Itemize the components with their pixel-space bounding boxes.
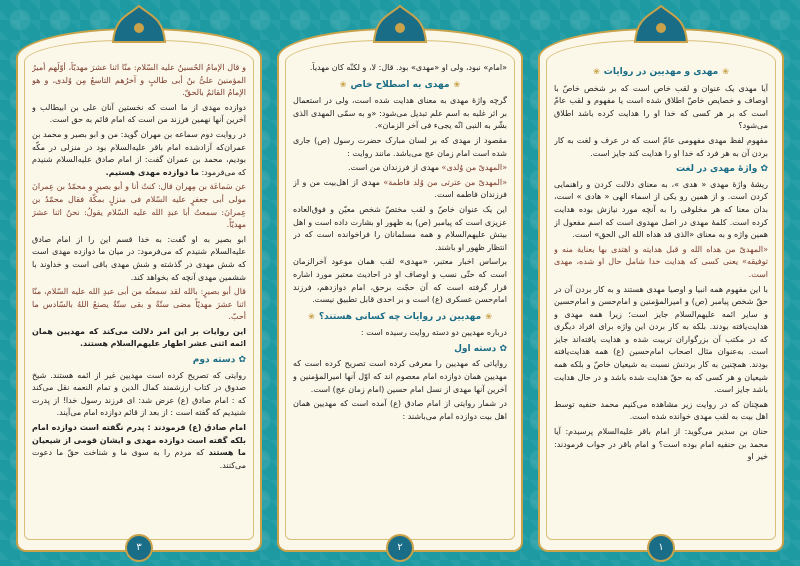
paragraph: با این مفهوم همه انبیا و اوصیا مهدی هستند و به کار بردن آن در حقّ شخص پیامبر (ص) و امیرالمؤمنین و امام‌حسن و امام‌حسین و سایر ائمه علیهم‌السلام جایز است؛ زیرا همه مهدی و هدایت‌یافته بودند. بلکه به کار بردن این واژه برای افراد دیگری که در مکتب آن بزرگواران تربیت شده و هدایت یافته‌اند جایز است. به‌عنوان مثال اصحاب امام‌حسین (ع) همه هدایت‌یافته بودند. همچنین به کار بردنش نسبت به شیعیان خاصّ و بلکه همه شیعیان و هر کسی که به حقّ هدایت شده باشد و در حال هدایت باشد جایز است. xyxy=(554,284,768,395)
subheading-text: واژۀ مهدی در لغت xyxy=(675,164,758,175)
ornament-icon: ❀ xyxy=(453,79,461,89)
paragraph xyxy=(293,177,507,202)
panel-content xyxy=(32,62,246,526)
paragraph: براساس اخبار معتبر، «مهدی» لقب همان موعود آخرالزمان است که حتّی نسب و اوصاف او در احادیث معتبر مورد اشاره قرار گرفته است که آن حجّت برحق، امام دوازدهم، فرزند امام‌حسن عسکری (ع) است و بر احدی قابل تطبیق نیست. xyxy=(293,257,507,305)
hadith-samaa: عن سَماعَة بن مِهران قال: کنتُ أنا و أبو بصیرٍ و محمّدُ بن عِمرانَ مولی أبی جعفرٍ علیه السّلام فی منزلٍ بمکّةَ فقال محمّدُ بن عِمرانَ: سمعتُ أبا عبدِ الله علیه السّلام یقولُ: نحنُ اثنا عشرَ مهدیّاً. xyxy=(32,182,246,230)
hadith-quote: «المهدیّ من عترتی من وُلد فاطمة» xyxy=(383,177,507,187)
arch-ornament-icon xyxy=(633,4,689,44)
paragraph: درباره مهدیین دو دسته روایت رسیده است : xyxy=(360,328,507,338)
arch-ornament-icon xyxy=(111,4,167,44)
paragraph: مفهوم لفظ مهدی مفهومی عامّ است که در عرف و لغت به کار بردن آن به هر فرد که خدا او را هدایت کند جایز است. xyxy=(554,135,768,158)
paragraph: روایاتی که مهدیین را معرفی کرده است تصریح کرده است که مهدیین همان دوازده امام معصوم اند که اوّل آنها امیرالمؤمنین و آخرین آنها مهدی از نسل امام حسین (امام زمان عج) است. xyxy=(293,359,507,394)
page-number-badge: ۱ xyxy=(647,534,675,562)
paragraph: حنان بن سدیر می‌گوید: از امام باقر علیه‌السلام پرسیدم: آیا محمد بن حنفیه امام بوده است؟ و امام باقر در جواب فرمودند: خیر او xyxy=(554,427,768,462)
paragraph-text: در روایت دوم سماعه بن مهران گوید: من و ابو بصیر و محمد بن عمران‌که آزادشده امام باقر علیه‌السلام بود در منزلی در مکّه بودیم، محمد بن عمران گفت: از امام صادق علیه‌السلام شنیدم که می‌فرمود: xyxy=(32,129,246,177)
hadith-quote: «المهدیّ من هداه الله و قبل هدایته و اهتدی بها بعنایة منه و توفیقه» یعنی کسی که هدایت خدا شامل حال او شده، مهدی است. xyxy=(554,244,768,279)
subheading-text: دسته دوم xyxy=(192,355,236,366)
heading-text: مهدیین در روایات چه کسانی هستند؟ xyxy=(318,311,482,322)
bold-quote: پدرم نگفته است دوازده امام بلکه گفته است دوازده مهدی و ایشان قومی از شیعیان ما هستند xyxy=(32,423,246,458)
bold-conclusion: این روایات بر این امر دلالت می‌کند که مهدیین همان ائمه اثنی عشر اطهار علیهم‌السلام هستند. xyxy=(32,326,246,349)
paragraph xyxy=(32,422,246,472)
paragraph xyxy=(293,162,507,175)
subheading-second-group xyxy=(32,354,246,367)
paragraph: دوازده مهدی از ما است که نخستین آنان علی بن ابیطالب و آخرین آنها نهمین فرزند من است که امام قائم به حق است. xyxy=(32,102,246,125)
paragraph-text: مهدی از فرزندان من است. xyxy=(347,163,439,173)
paragraph: مقصود از مهدی که بر لسان مبارک حضرت رسول (ص) جاری شده است امام زمان عج می‌باشد. مانند روایت : xyxy=(293,135,507,158)
ornament-icon: ❀ xyxy=(485,311,492,321)
page-number-badge: ۳ xyxy=(125,534,153,562)
section-heading xyxy=(293,311,507,324)
hadith-imam-hussain: و قال الإمامُ الحُسینُ علیه السّلام: منّا اثنا عشرَ مهدیّاً، أوّلُهم أمیرُ المؤمنینَ علیُّ بنُ أبی طالبٍ و آخرُهم التاسعُ مِن وُلدی، و هو الإمامُ القائمُ بالحقّ. xyxy=(32,63,246,98)
panel-page-3 xyxy=(10,0,268,566)
hadith-quote: «المهدیّ من وُلدی» xyxy=(441,163,507,173)
subheading-lexicon xyxy=(554,163,768,176)
paragraph: ابو بصیر به او گفت: به خدا قسم این را از امام صادق علیه‌السلام شنیدم که می‌فرمود: در میان ما دوازده مهدی است که شش مهدی در گذشته و شش مهدی باقی است و خداوند با ششمین مهدی آنچه که بخواهد کند. xyxy=(32,234,246,282)
bullet-ornament-icon: ✿ xyxy=(235,355,246,366)
panel-content xyxy=(293,62,507,526)
subheading-text: دسته اول xyxy=(454,343,497,354)
paragraph-text: امام صادق (ع) فرمودند : xyxy=(144,423,246,433)
paragraph: آیا مهدی یک عنوان و لقب خاص است که بر شخص خاصّ با اوصاف و خصایص خاصّ اطلاق شده است یا مفهوم و لقب عامّ است که بر هر کسی که خدا او را هدایت کرده باشد اطلاق می‌شود؟ xyxy=(554,83,768,131)
heading-text: مهدی و مهدیین در روایات xyxy=(603,67,719,77)
paragraph-text: که مردم را به سوی ما و شناخت حقّ ما دعوت می‌کنند. xyxy=(32,448,246,470)
ornament-icon: ❀ xyxy=(722,67,729,76)
panel-page-1 xyxy=(532,0,790,566)
heading-text: مهدی به اصطلاح خاص xyxy=(350,79,450,90)
bullet-ornament-icon: ✿ xyxy=(757,164,768,175)
panel-page-2 xyxy=(271,0,529,566)
section-heading xyxy=(293,79,507,92)
paragraph: این یک عنوان خاصّ و لقب مختصّ شخص معیّن و فوق‌العاده عزیزی است که پیامبر (ص) به ظهور او بشارت داده است و اهل بیتش علیهم‌السلام و همه مسلمانان را فراخوانده است که در انتظار ظهور او باشند. xyxy=(293,204,507,252)
ornament-icon: ❀ xyxy=(339,79,347,89)
subheading-first-group xyxy=(293,343,507,356)
bullet-ornament-icon: ✿ xyxy=(496,343,507,354)
ornament-icon: ❀ xyxy=(593,67,600,76)
ornament-icon: ❀ xyxy=(308,311,315,321)
paragraph: «امام» نبود، ولی او «مهدی» بود. قال: لا، و لکنّه کان مهدیاً. xyxy=(309,63,507,72)
page-number-badge: ۲ xyxy=(386,534,414,562)
paragraph: روایتی که تصریح کرده است مهدیین غیر از ائمه هستند. شیخ صدوق در کتاب ارزشمند کمال الدین و تمام النعمه نقل می‌کند که : امام صادق (ع) عرض شد: ای فرزند رسول خدا! از پدرت شنیدیم که گفته است : از بعد از قائم دوازده امام می‌آیند. xyxy=(32,370,246,418)
paragraph xyxy=(32,129,246,179)
page-title xyxy=(554,66,768,79)
paragraph: همچنان که در روایت زیر مشاهده می‌کنیم محمد حنفیه توسط اهل بیت به لقب مهدی خوانده شده است. xyxy=(554,399,768,422)
bold-quote: ما دوازده مهدی هستیم. xyxy=(105,167,199,177)
hadith-abu-basir: قال أبو بصیرٍ: بالله لقد سمعتُه من أبی عبدِ الله علیه السّلام، منّا اثنا عشرَ مهدیّاً مضی ستّةٌ و بقی ستّةٌ یصنعُ اللهُ بالسّادس ما أحبّ. xyxy=(32,287,246,322)
paragraph-text: مهدی از اهل‌بیت من و از فرزندان فاطمه است. xyxy=(293,177,507,200)
paragraph: در شمار روایتی از امام صادق (ع) آمده است که مهدیین همان اهل بیت دوازده امام می‌باشند : xyxy=(293,399,507,421)
paragraph: گرچه واژۀ مهدی به معنای هدایت شده است، ولی در استعمال بر اثر غلبه به اسم علم تبدیل می‌شود: «و به سمّی المهدی الذی بشّر به النبی انّه یجیء فی آخر الزمان». xyxy=(293,96,507,131)
paragraph: ریشۀ واژۀ مهدی « هدی »، به معنای دلالت کردن و راهنمایی کردن است. و از همین رو یکی از اسماء الهی « هادی » است، بدان معنا که هر مخلوقی را به آنچه مورد نیازش بوده هدایت کرده است. کلمۀ مهدی در اصل مهدوی است که اسم مفعول از همین واژه و به معنای «الذی قد هداه الله الی الحق» است. xyxy=(554,179,768,240)
arch-ornament-icon xyxy=(372,4,428,44)
panel-content xyxy=(554,62,768,526)
